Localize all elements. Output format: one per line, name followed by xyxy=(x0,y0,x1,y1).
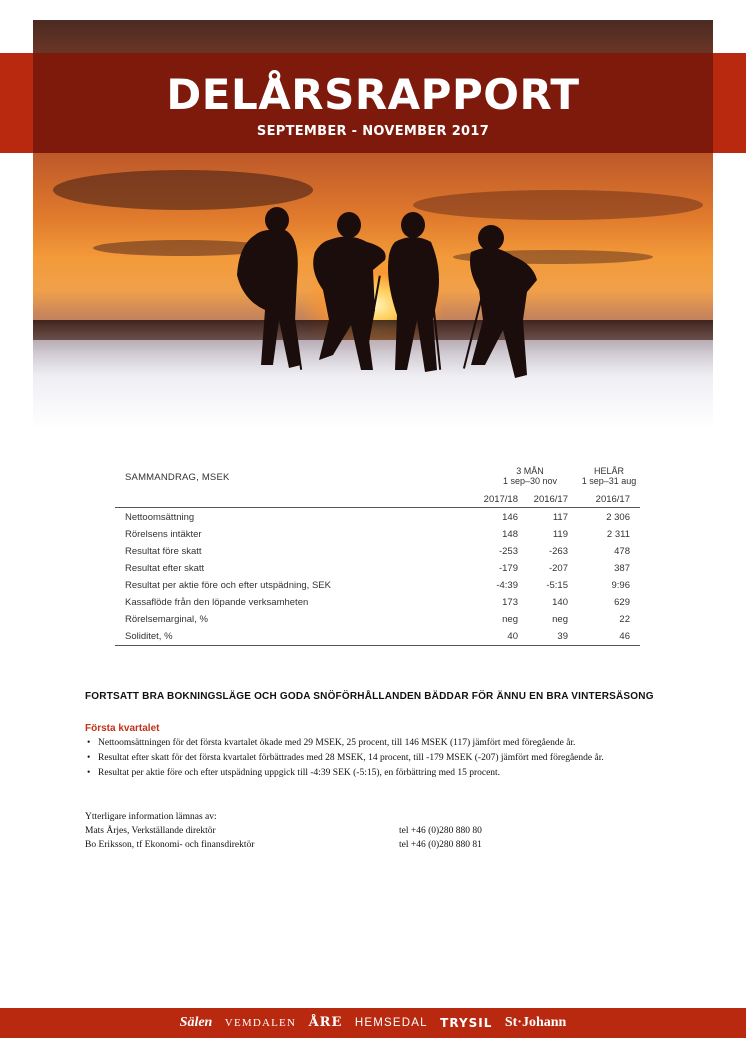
contact-name: Bo Eriksson, tf Ekonomi- och finansdirektör xyxy=(85,840,255,850)
brand-logo-hemsedal: HEMSEDAL xyxy=(354,1016,428,1029)
list-item xyxy=(85,768,604,783)
bullet-icon: • xyxy=(87,753,91,763)
column-year-3: 2016/17 xyxy=(595,494,630,505)
list-item-text: Resultat per aktie före och efter utspädning uppgick till -4:39 SEK (-5:15), en förbättring med 15 procent. xyxy=(98,768,501,778)
table-row xyxy=(115,543,640,560)
report-title: DELÅRSRAPPORT xyxy=(166,70,580,119)
row-label: Resultat före skatt xyxy=(125,546,202,557)
row-value: 387 xyxy=(614,563,630,574)
table-row xyxy=(115,611,640,628)
bullet-icon: • xyxy=(87,738,91,748)
report-period: SEPTEMBER - NOVEMBER 2017 xyxy=(256,124,490,139)
row-value: 140 xyxy=(552,597,568,608)
row-value: 117 xyxy=(552,512,568,523)
row-value: 2 306 xyxy=(606,512,630,523)
table-top-rule xyxy=(115,507,640,508)
row-value: 146 xyxy=(502,512,518,523)
column-year-2: 2016/17 xyxy=(533,494,568,505)
row-value: -5:15 xyxy=(546,580,568,591)
row-label: Nettoomsättning xyxy=(125,512,195,523)
column-group-full-year-range: 1 sep–31 aug xyxy=(581,476,637,486)
column-group-full-year-title: HELÅR xyxy=(593,466,624,476)
row-value: -4:39 xyxy=(496,580,518,591)
row-value: -179 xyxy=(498,563,518,574)
contact-name: Mats Årjes, Verkställande direktör xyxy=(85,826,216,836)
table-row xyxy=(115,560,640,577)
column-group-3-months-range: 1 sep–30 nov xyxy=(502,476,558,486)
headline: FORTSATT BRA BOKNINGSLÄGE OCH GODA SNÖFÖRHÅLLANDEN BÄDDAR FÖR ÄNNU EN BRA VINTERSÄSONG xyxy=(85,691,654,702)
contact-phone: tel +46 (0)280 880 80 xyxy=(399,826,482,836)
row-value: 148 xyxy=(502,529,518,540)
brand-logos xyxy=(0,1014,746,1032)
contact-intro: Ytterligare information lämnas av: xyxy=(85,812,217,822)
quarter-bullet-list xyxy=(85,738,604,783)
row-value: 9:96 xyxy=(611,580,630,591)
row-value: 629 xyxy=(614,597,630,608)
contact-phone: tel +46 (0)280 880 81 xyxy=(399,840,482,850)
table-bottom-rule xyxy=(115,645,640,646)
row-label: Resultat per aktie före och efter utspädning, SEK xyxy=(125,580,331,591)
row-value: -263 xyxy=(548,546,568,557)
row-value: 46 xyxy=(619,631,630,642)
section-title-first-quarter: Första kvartalet xyxy=(85,723,160,734)
row-value: 22 xyxy=(619,614,630,625)
summary-table-label: SAMMANDRAG, MSEK xyxy=(125,472,230,483)
column-group-full-year xyxy=(577,466,641,486)
column-group-3-months-title: 3 MÅN xyxy=(516,466,544,476)
table-row xyxy=(115,509,640,526)
bullet-icon: • xyxy=(87,768,91,778)
row-value: 39 xyxy=(557,631,568,642)
table-row xyxy=(115,577,640,594)
row-value: 119 xyxy=(552,529,568,540)
brand-logo-salen: Sälen xyxy=(179,1014,213,1030)
list-item-text: Resultat efter skatt för det första kvartalet förbättrades med 28 MSEK, 14 procent, till -179 MSEK (-207) jämfört med föregående år. xyxy=(98,753,604,763)
column-year-1: 2017/18 xyxy=(483,494,518,505)
row-value: 40 xyxy=(507,631,518,642)
row-label: Rörelsens intäkter xyxy=(125,529,202,540)
list-item xyxy=(85,753,604,768)
contact-row xyxy=(85,826,585,840)
table-row xyxy=(115,628,640,645)
contact-info xyxy=(85,812,585,854)
row-value: -253 xyxy=(498,546,518,557)
row-label: Rörelsemarginal, % xyxy=(125,614,208,625)
table-row xyxy=(115,526,640,543)
table-row xyxy=(115,594,640,611)
brand-logo-are: ÅRE xyxy=(308,1015,343,1031)
brand-logo-st-johann: St·Johann xyxy=(504,1014,567,1030)
column-group-3-months xyxy=(500,466,560,486)
row-value: neg xyxy=(552,614,568,625)
row-value: -207 xyxy=(548,563,568,574)
row-value: 173 xyxy=(502,597,518,608)
row-label: Soliditet, % xyxy=(125,631,173,642)
row-value: neg xyxy=(502,614,518,625)
contact-row xyxy=(85,840,585,854)
brand-logo-vemdalen: VEMDALEN xyxy=(224,1016,297,1029)
row-label: Resultat efter skatt xyxy=(125,563,205,574)
row-value: 478 xyxy=(614,546,630,557)
row-label: Kassaflöde från den löpande verksamheten xyxy=(125,597,309,608)
row-value: 2 311 xyxy=(606,529,630,540)
list-item xyxy=(85,738,604,753)
brand-logo-trysil: TRYSIL xyxy=(440,1015,493,1030)
list-item-text: Nettoomsättningen för det första kvartalet ökade med 29 MSEK, 25 procent, till 146 MSEK (117) jämfört med föregående år. xyxy=(98,738,576,748)
